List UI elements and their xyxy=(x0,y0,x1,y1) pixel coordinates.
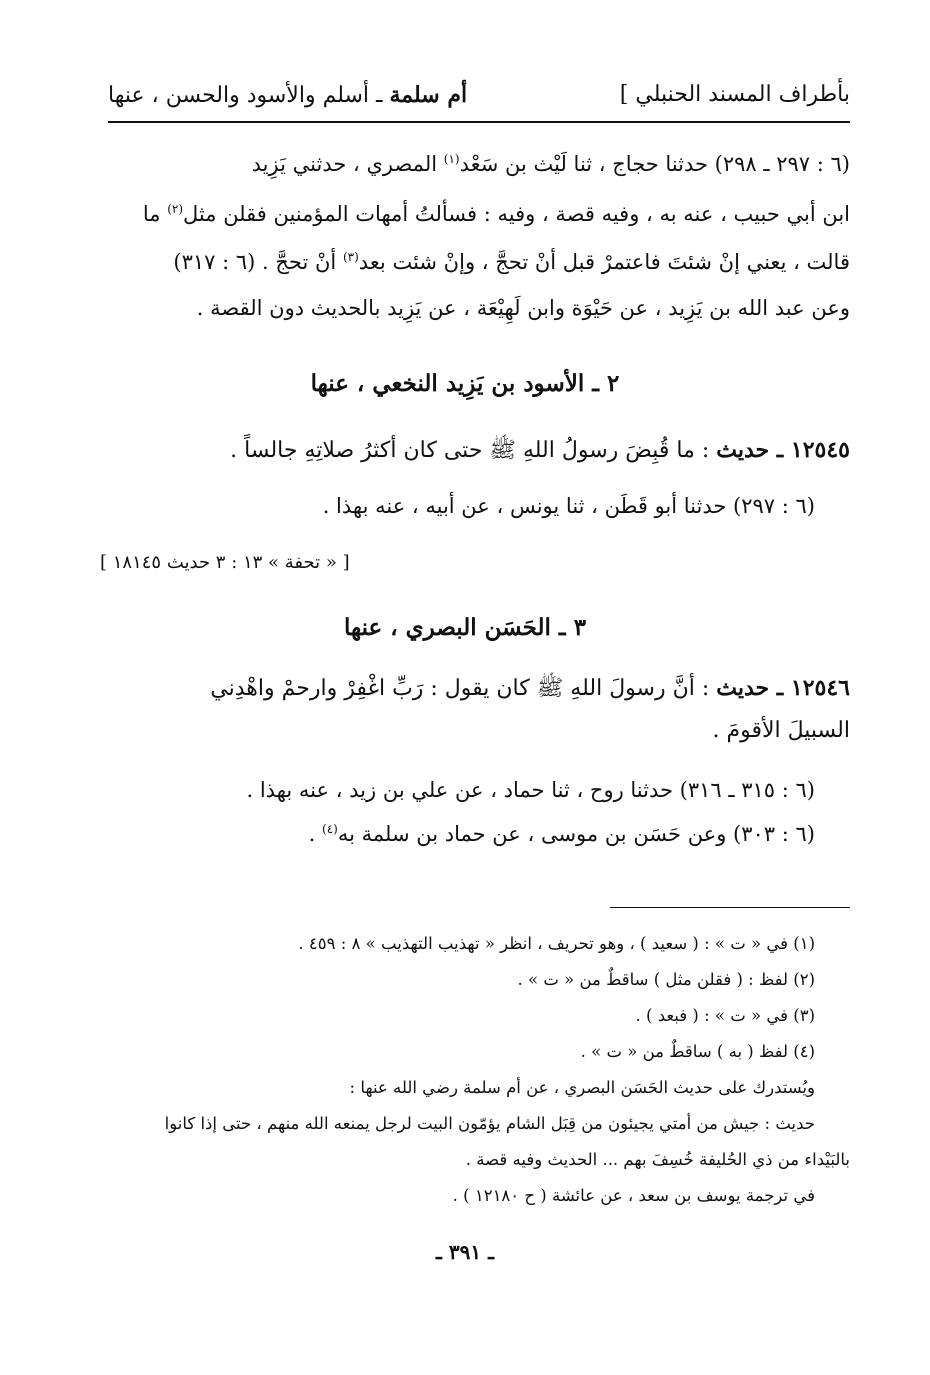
hadith-label: ـ حديث xyxy=(716,437,791,463)
footnote-4: (٤) لفظ ( به ) ساقطٌ من « ت » . xyxy=(580,1042,815,1061)
body-line: (٦ : ٢٩٧ ـ ٢٩٨) حدثنا حجاج ، ثنا لَيْث بن سَعْد$^{(١)}$ المصري ، حدثني يَزِيد xyxy=(251,152,850,176)
header-book-title: بأطراف المسند الحنبلي ] xyxy=(619,82,850,107)
header-chapter-title xyxy=(108,82,467,108)
hadith-number: ١٢٥٤٥ xyxy=(790,437,850,463)
hadith-12546 xyxy=(210,674,850,706)
section-heading-aswad: ٢ ـ الأسود بن يَزِيد النخعي ، عنها xyxy=(310,370,620,397)
isnad-line: (٦ : ٢٩٧) حدثنا أبو قَطَن ، ثنا يونس ، عن أبيه ، عنه بهذا . xyxy=(322,494,815,518)
hadith-text: : ما قُبِضَ رسولُ اللهِ ﷺ حتى كان أكثرُ صلاتِهِ جالساً . xyxy=(230,438,717,463)
body-line: قالت ، يعني إنْ شئتَ فاعتمرْ قبل أنْ تحجَّ ، وإنْ شئت بعد$^{(٣)}$ أنْ تحجَّ . (٦ : ٣١٧) xyxy=(173,250,850,274)
footnote-mark: (٤) xyxy=(322,822,338,836)
isnad-line: (٦ : ٣١٥ ـ ٣١٦) حدثنا روح ، ثنا حماد ، عن علي بن زيد ، عنه بهذا . xyxy=(246,778,815,802)
header-chapter-bold: أم سلمة xyxy=(389,82,468,108)
section-heading-hasan: ٣ ـ الحَسَن البصري ، عنها xyxy=(343,614,587,641)
header-divider xyxy=(108,121,850,123)
running-header xyxy=(108,82,850,118)
footnote-1: (١) في « ت » : ( سعيد ) ، وهو تحريف ، انظر « تهذيب التهذيب » ٨ : ٤٥٩ . xyxy=(298,934,815,953)
body-line: وعن عبد الله بن يَزِيد ، عن حَيْوَة وابن لَهِيْعَة ، عن يَزِيد بالحديث دون القصة . xyxy=(196,296,850,320)
hadith-number: ١٢٥٤٦ xyxy=(790,675,850,701)
addendum-intro: ويُستدرك على حديث الحَسَن البصري ، عن أم سلمة رضي الله عنها : xyxy=(349,1078,815,1097)
addendum-hadith-continuation: بالبَيْداء من ذي الحُليفة خُسِفَ بهم ... الحديث وفيه قصة . xyxy=(465,1150,850,1169)
footnote-mark: (٢) xyxy=(167,202,184,216)
hadith-text: : أنَّ رسولَ اللهِ ﷺ كان يقول : رَبِّ اغْفِرْ وارحمْ واهْدِني xyxy=(210,676,717,701)
body-line: ابن أبي حبيب ، عنه به ، وفيه قصة ، وفيه : فسألتُ أمهات المؤمنين فقلن مثل$^{(٢)}$ ما xyxy=(142,202,850,226)
header-chapter-rest: ـ أسلم والأسود والحسن ، عنها xyxy=(108,83,390,108)
footnote-2: (٢) لفظ : ( فقلن مثل ) ساقطٌ من « ت » . xyxy=(517,970,815,989)
addendum-hadith: حديث : جيش من أمتي يجيئون من قِبَل الشام يؤمّون البيت لرجل يمنعه الله منهم ، حتى إذا كانوا xyxy=(164,1114,815,1133)
hadith-label: ـ حديث xyxy=(716,675,791,701)
footnote-mark: (٣) xyxy=(342,250,359,264)
tuhfa-reference: [ « تحفة » ١٣ : ٣ حديث ١٨١٤٥ ] xyxy=(100,552,350,573)
page-number: ـ ٣٩١ ـ xyxy=(436,1240,494,1264)
footnote-3: (٣) في « ت » : ( فبعد ) . xyxy=(635,1006,815,1025)
footnote-mark: (١) xyxy=(443,152,460,166)
hadith-12545 xyxy=(230,436,850,468)
footnote-divider xyxy=(610,907,850,908)
isnad-line: (٦ : ٣٠٣) وعن حَسَن بن موسى ، عن حماد بن سلمة به$^{(٤)}$ . xyxy=(308,822,815,846)
hadith-text-continuation: السبيلَ الأقومَ . xyxy=(712,718,850,743)
addendum-reference: في ترجمة يوسف بن سعد ، عن عائشة ( ح ١٢١٨٠ ) . xyxy=(452,1186,815,1205)
